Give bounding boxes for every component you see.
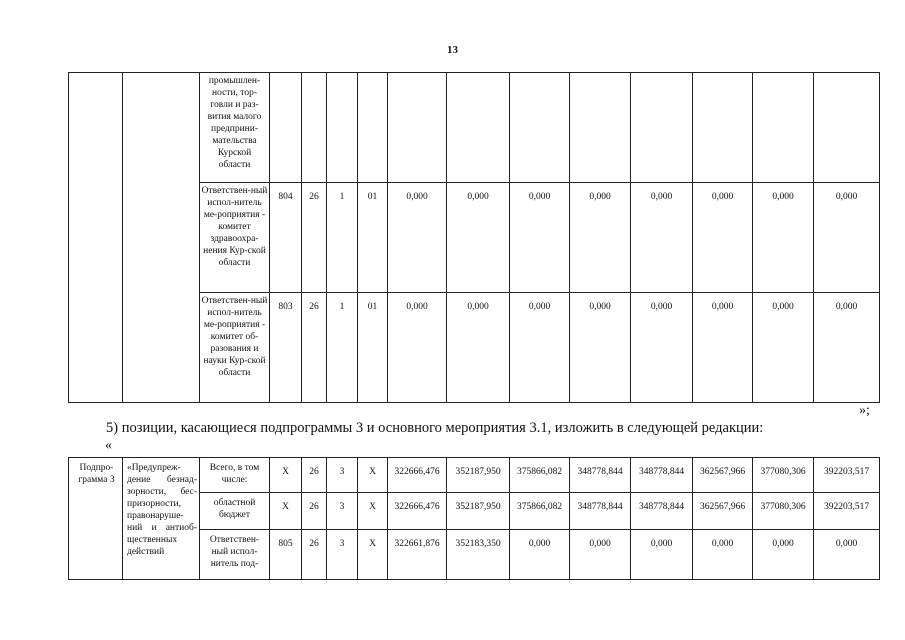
amount-cell: [447, 73, 510, 183]
code-cell: X: [270, 493, 302, 530]
code-cell: 3: [327, 493, 358, 530]
code-cell: [270, 73, 302, 183]
code-cell: 26: [302, 183, 327, 293]
code-cell: [358, 73, 388, 183]
amount-cell: 352183,350: [447, 530, 510, 580]
code-cell: 1: [327, 183, 358, 293]
subprogram-name-cell: «Предупреж-дение безнад-зорности, бес-призорности, правонаруше-ний и антиоб-щественных действий: [123, 458, 200, 580]
amount-cell: [693, 73, 753, 183]
executor-cell: промышлен-ности, тор-говли и раз-вития малого предприни-мательства Курской области: [200, 73, 270, 183]
amount-cell: 0,000: [814, 530, 880, 580]
amount-cell: 0,000: [510, 293, 570, 403]
amount-cell: 0,000: [570, 183, 631, 293]
amount-cell: 0,000: [814, 293, 880, 403]
code-cell: X: [358, 530, 388, 580]
amount-cell: 375866,082: [510, 493, 570, 530]
executor-cell: Ответствен-ный испол-нитель ме-роприятия - комитет об-разования и науки Кур-ской области: [200, 293, 270, 403]
amount-cell: 0,000: [693, 293, 753, 403]
budget-table-subprogram-3: [68, 457, 880, 580]
amount-cell: 348778,844: [570, 493, 631, 530]
code-cell: X: [358, 458, 388, 493]
code-cell: 26: [302, 293, 327, 403]
code-cell: 26: [302, 458, 327, 493]
code-cell: X: [270, 458, 302, 493]
amount-cell: 0,000: [447, 293, 510, 403]
amount-cell: 0,000: [631, 293, 693, 403]
code-cell: 01: [358, 293, 388, 403]
amount-cell: 0,000: [570, 293, 631, 403]
amount-cell: [814, 73, 880, 183]
amount-cell: 0,000: [447, 183, 510, 293]
code-cell: 803: [270, 293, 302, 403]
amount-cell: 375866,082: [510, 458, 570, 493]
amount-cell: 0,000: [388, 293, 447, 403]
executor-cell: Ответствен-ный испол-нитель ме-роприятия - комитет здравоохра-нения Кур-ской области: [200, 183, 270, 293]
amount-cell: 392203,517: [814, 493, 880, 530]
amount-cell: 0,000: [814, 183, 880, 293]
amount-cell: 0,000: [693, 183, 753, 293]
amount-cell: 0,000: [631, 530, 693, 580]
subprogram-cell: Подпро-грамма 3: [69, 458, 123, 580]
amount-cell: 322661,876: [388, 530, 447, 580]
amount-cell: [570, 73, 631, 183]
code-cell: 01: [358, 183, 388, 293]
amount-cell: 348778,844: [631, 493, 693, 530]
amount-cell: 362567,966: [693, 458, 753, 493]
amount-cell: 0,000: [693, 530, 753, 580]
amount-cell: 352187,950: [447, 493, 510, 530]
amount-cell: 352187,950: [447, 458, 510, 493]
code-cell: 3: [327, 458, 358, 493]
amount-cell: 392203,517: [814, 458, 880, 493]
code-cell: 26: [302, 530, 327, 580]
amendment-paragraph: 5) позиции, касающиеся подпрограммы 3 и основного мероприятия 3.1, изложить в следующей редакции:: [106, 420, 764, 436]
code-cell: 805: [270, 530, 302, 580]
page-number: 13: [447, 44, 458, 56]
amount-cell: 0,000: [570, 530, 631, 580]
table-row: [69, 458, 880, 493]
amount-cell: 377080,306: [753, 458, 814, 493]
amount-cell: 0,000: [510, 183, 570, 293]
amount-cell: 0,000: [753, 183, 814, 293]
amount-cell: [631, 73, 693, 183]
amount-cell: 0,000: [510, 530, 570, 580]
budget-table-top: [68, 72, 880, 403]
amount-cell: 348778,844: [631, 458, 693, 493]
amount-cell: 0,000: [753, 530, 814, 580]
amount-cell: 0,000: [753, 293, 814, 403]
amount-cell: 377080,306: [753, 493, 814, 530]
amount-cell: 348778,844: [570, 458, 631, 493]
source-cell: областной бюджет: [200, 493, 270, 530]
amount-cell: 322666,476: [388, 493, 447, 530]
amount-cell: 0,000: [388, 183, 447, 293]
event-cell: [123, 73, 200, 403]
amount-cell: [510, 73, 570, 183]
source-cell: Ответствен-ный испол-нитель под-: [200, 530, 270, 580]
opening-quote: «: [105, 438, 112, 453]
code-cell: 26: [302, 493, 327, 530]
code-cell: 1: [327, 293, 358, 403]
table-row: [69, 73, 880, 183]
code-cell: [327, 73, 358, 183]
program-cell: [69, 73, 123, 403]
code-cell: 3: [327, 530, 358, 580]
source-cell: Всего, в том числе:: [200, 458, 270, 493]
amount-cell: 0,000: [631, 183, 693, 293]
code-cell: 804: [270, 183, 302, 293]
amount-cell: 362567,966: [693, 493, 753, 530]
code-cell: X: [358, 493, 388, 530]
closing-quote: »;: [859, 403, 870, 418]
amount-cell: 322666,476: [388, 458, 447, 493]
amount-cell: [388, 73, 447, 183]
code-cell: [302, 73, 327, 183]
amount-cell: [753, 73, 814, 183]
